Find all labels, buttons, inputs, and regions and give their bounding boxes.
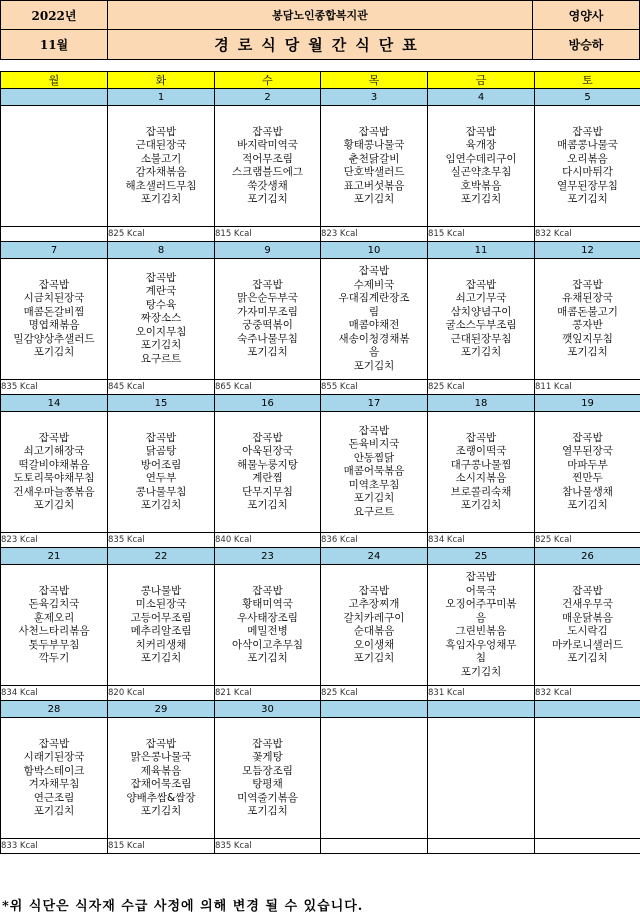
menu-item: 아욱된장국 [242,445,293,457]
menu-cell [108,565,215,686]
menu-item: 훈제오리 [33,611,75,624]
menu-item: 오리볶음 [567,152,608,165]
menu-item: 도시락김 [567,625,608,637]
menu-item: 우사태장조림 [237,611,298,624]
kcal-cell: 832 Kcal [535,227,640,242]
organization-name: 봉담노인종합복지관 [272,9,368,22]
weekday-row [1,72,640,89]
kcal-cell [1,227,108,242]
menu-item: 순대볶음 [353,625,395,637]
menu-item: 건새우무국 [562,598,613,610]
kcal-cell: 833 Kcal [1,839,108,854]
weekday-header: 금 [428,72,535,89]
kcal-cell: 840 Kcal [215,533,321,548]
menu-item: 미소된장국 [135,598,187,610]
menu-item: 매콤야채전 [348,319,400,331]
kcal-cell: 825 Kcal [535,533,640,548]
menu-item: 연근조림 [33,791,75,804]
menu-item: 미역줄기볶음 [237,791,298,804]
date-cell [1,89,108,106]
menu-item: 아삭이고추무침 [231,638,303,651]
menu-item: 실곤약초무침 [450,166,512,178]
menu-cell [535,412,640,533]
menu-item: 근대된장국 [135,139,187,151]
menu-item: 육개장 [465,139,497,151]
year-cell [0,0,108,30]
menu-item: 메밀전병 [247,625,288,637]
menu-cell [535,565,640,686]
menu-item: 굴소스두부조림 [445,319,517,331]
menu-cell [108,106,215,227]
menu-cell [535,106,640,227]
menu-item: 스크램블드에그 [231,166,303,178]
menu-item: 매운닭볶음 [562,611,613,624]
menu-cell [321,259,428,380]
date-cell: 15 [108,395,215,412]
menu-item: 잡곡밥 [252,737,283,750]
kcal-cell: 815 Kcal [108,839,215,854]
menu-item: 소시지볶음 [455,472,507,484]
menu-item: 단무지무침 [242,485,293,498]
date-cell [428,701,535,718]
menu-item: 궁중떡볶이 [242,319,293,331]
menu-item: 음 [475,611,487,624]
kcal-cell: 855 Kcal [321,380,428,395]
menu-cell [535,259,640,380]
kcal-cell: 836 Kcal [321,533,428,548]
menu-item: 시래기된장국 [23,751,85,763]
menu-cell [215,412,321,533]
menu-item: 잡곡밥 [572,278,603,291]
menu-item: 황태콩나물국 [343,139,405,151]
kcal-cell [535,839,640,854]
menu-item: 고등어무조림 [130,611,192,624]
menu-cell [535,718,640,839]
date-cell: 9 [215,242,321,259]
kcal-cell: 825 Kcal [321,686,428,701]
menu-item: 콩나물무침 [135,485,187,498]
date-cell: 24 [321,548,428,565]
date-cell: 21 [1,548,108,565]
menu-item: 깻잎지무침 [562,332,613,345]
menu-item: 숙주나물무침 [237,332,298,345]
organization-cell [107,0,533,30]
role-label: 영양사 [568,8,604,23]
menu-item: 침 [475,652,487,664]
menu-item: 잡곡밥 [38,584,70,597]
month-cell [0,29,108,60]
kcal-cell: 835 Kcal [1,380,108,395]
menu-item: 포기김치 [247,346,288,358]
menu-item: 포기김치 [140,652,182,664]
menu-item: 삼치양념구이 [450,305,512,318]
menu-item: 제육볶음 [140,764,182,777]
menu-item: 고추장찌개 [348,598,400,610]
title-cell [107,29,533,60]
menu-cell [428,565,535,686]
menu-item: 함박스테이크 [23,764,85,777]
menu-item: 해물누룽지탕 [237,458,298,471]
menu-cell [215,106,321,227]
menu-item: 잡곡밥 [145,271,177,284]
menu-item: 쇠고기무국 [455,292,507,304]
menu-item: 사천느타리볶음 [18,625,90,637]
date-cell: 26 [535,548,640,565]
menu-item: 잡곡밥 [465,125,497,138]
date-cell: 12 [535,242,640,259]
menu-item: 잡곡밥 [252,278,283,291]
menu-cell [321,412,428,533]
menu-item: 참나물생채 [562,485,613,498]
menu-cell [1,718,108,839]
weekday-header: 수 [215,72,321,89]
menu-item: 잡곡밥 [465,571,497,583]
menu-item: 잡곡밥 [252,125,283,138]
menu-item: 잡채어묵조림 [130,778,192,790]
menu-row [1,565,640,686]
menu-item: 돈육비지국 [348,438,400,451]
menu-item: 잡곡밥 [145,737,177,750]
menu-item: 탕수육 [145,298,177,311]
menu-cell [428,106,535,227]
menu-item: 떡갈비야채볶음 [18,458,90,471]
menu-item: 포기김치 [33,805,75,817]
menu-cell [428,259,535,380]
menu-item: 콩자반 [572,319,603,331]
date-cell: 3 [321,89,428,106]
menu-item: 표고버섯볶음 [343,179,405,192]
menu-item: 그린빈볶음 [455,625,507,637]
menu-item: 쑥갓생채 [247,179,288,192]
menu-cell [215,259,321,380]
menu-row [1,412,640,533]
kcal-cell: 832 Kcal [535,686,640,701]
menu-item: 맑은콩나물국 [130,751,192,763]
menu-item: 다시마튀각 [562,166,613,178]
date-row [1,242,640,259]
menu-cell [321,565,428,686]
menu-item: 요구르트 [140,352,182,365]
date-cell: 4 [428,89,535,106]
menu-item: 포기김치 [353,652,395,664]
date-cell [535,701,640,718]
menu-item: 황태미역국 [242,598,293,610]
menu-item: 새송이청경채볶 [338,332,410,345]
menu-item: 포기김치 [247,193,288,205]
menu-item: 오이지무침 [135,325,187,338]
menu-item: 오이생채 [353,638,395,651]
menu-item: 포기김치 [33,346,75,358]
menu-item: 명엽채볶음 [28,319,80,331]
menu-cell [428,718,535,839]
date-cell: 23 [215,548,321,565]
kcal-cell: 834 Kcal [1,686,108,701]
menu-item: 포기김치 [247,805,288,817]
menu-item: 춘천닭갈비 [348,152,400,165]
menu-item: 가자미무조림 [237,305,298,318]
menu-item: 림 [368,305,380,318]
menu-item: 브로콜리숙채 [450,485,512,498]
menu-item: 근대된장무침 [450,332,512,345]
menu-item: 바지락미역국 [237,139,298,151]
menu-item: 매콤돈갈비찜 [23,305,85,318]
menu-item: 돈육김치국 [28,598,80,610]
menu-item: 연두부 [145,472,177,484]
month-label: 11월 [39,38,69,52]
menu-item: 잡곡밥 [145,431,177,444]
menu-item: 잡곡밥 [38,737,70,750]
kcal-cell: 821 Kcal [215,686,321,701]
menu-item: 깍두기 [38,652,70,664]
menu-item: 잡곡밥 [465,278,497,291]
kcal-cell [428,839,535,854]
menu-item: 포기김치 [567,652,608,664]
kcal-row [1,686,640,701]
kcal-cell [321,839,428,854]
weekday-header: 목 [321,72,428,89]
menu-item: 잡곡밥 [145,125,177,138]
menu-cell [108,259,215,380]
menu-item: 도토리묵야채무침 [13,472,95,484]
meal-calendar [0,71,640,854]
menu-cell [1,412,108,533]
menu-item: 포기김치 [460,346,502,358]
date-cell: 7 [1,242,108,259]
person-name: 방승하 [568,38,604,52]
menu-cell [321,106,428,227]
menu-row [1,718,640,839]
kcal-cell: 823 Kcal [321,227,428,242]
menu-item: 포기김치 [140,499,182,511]
menu-item: 조랭이떡국 [455,445,507,457]
menu-item: 마파두부 [567,458,608,471]
menu-item: 잡곡밥 [572,125,603,138]
menu-item: 잡곡밥 [358,125,390,138]
footer-note: *위 식단은 식자재 수급 사정에 의해 변경 될 수 있습니다. [2,899,364,914]
kcal-cell: 811 Kcal [535,380,640,395]
kcal-cell: 825 Kcal [428,380,535,395]
kcal-cell: 865 Kcal [215,380,321,395]
date-cell: 1 [108,89,215,106]
date-cell: 16 [215,395,321,412]
menu-cell [428,412,535,533]
menu-item: 포기김치 [567,193,608,205]
kcal-row [1,227,640,242]
menu-item: 잡곡밥 [252,431,283,444]
date-cell: 28 [1,701,108,718]
kcal-row [1,533,640,548]
menu-item: 찐만두 [572,472,603,484]
menu-item: 미역초무침 [348,478,400,491]
date-cell: 5 [535,89,640,106]
menu-item: 방어조림 [140,458,182,471]
menu-item: 단호박샐러드 [343,166,405,178]
menu-item: 계란찜 [252,472,283,484]
date-row [1,548,640,565]
menu-item: 우대짐계란장조 [338,292,410,304]
weekday-header: 토 [535,72,640,89]
menu-cell [108,718,215,839]
menu-item: 포기김치 [140,193,182,205]
menu-item: 포기김치 [33,499,75,511]
date-cell: 25 [428,548,535,565]
menu-item: 포기김치 [460,665,502,678]
menu-item: 밀감양상추샐러드 [13,332,95,345]
kcal-row [1,380,640,395]
menu-item: 포기김치 [567,346,608,358]
menu-item: 모듬장조림 [242,764,293,777]
menu-item: 잡곡밥 [358,424,390,437]
kcal-cell: 835 Kcal [108,533,215,548]
menu-item: 해초샐러드무침 [125,179,197,192]
menu-cell [1,259,108,380]
menu-item: 호박볶음 [460,179,502,192]
menu-item: 맑은순두부국 [237,292,298,304]
menu-item: 잡곡밥 [572,431,603,444]
kcal-cell: 845 Kcal [108,380,215,395]
menu-item: 대구콩나물찜 [450,458,512,471]
menu-item: 닭곰탕 [145,445,177,457]
menu-item: 포기김치 [140,805,182,817]
kcal-cell: 815 Kcal [428,227,535,242]
menu-item: 마카로니샐러드 [551,638,623,651]
menu-item: 안동찜닭 [353,451,395,464]
menu-item: 유채된장국 [562,292,613,304]
kcal-cell: 820 Kcal [108,686,215,701]
menu-item: 음 [368,346,380,358]
menu-cell [321,718,428,839]
menu-row [1,259,640,380]
menu-cell [108,412,215,533]
menu-item: 포기김치 [353,492,395,505]
menu-item: 포기김치 [140,339,182,352]
date-cell: 8 [108,242,215,259]
menu-item: 잡곡밥 [358,265,390,277]
weekday-header: 월 [1,72,108,89]
weekday-header: 화 [108,72,215,89]
menu-item: 임연수데리구이 [445,152,517,165]
menu-item: 포기김치 [353,359,395,372]
date-cell: 14 [1,395,108,412]
menu-item: 계란국 [145,285,177,298]
menu-item: 포기김치 [460,193,502,205]
menu-item: 메추리알조림 [130,625,192,637]
menu-item: 매콤돈불고기 [557,305,618,318]
menu-item: 포기김치 [567,499,608,511]
menu-item: 흑임자우엉채무 [445,638,517,651]
page-title: 경로식당월간식단표 [214,36,426,54]
menu-item: 잡곡밥 [572,584,603,597]
date-row [1,89,640,106]
kcal-cell: 831 Kcal [428,686,535,701]
menu-item: 시금치된장국 [23,292,85,304]
menu-item: 양배추쌈&쌈장 [126,791,196,804]
menu-cell [215,565,321,686]
date-cell: 11 [428,242,535,259]
menu-item: 열무된장무침 [557,179,618,192]
menu-item: 오징어주꾸미볶 [445,598,517,610]
menu-item: 매콤어묵볶음 [343,465,405,478]
role-cell [532,0,640,30]
menu-item: 요구르트 [353,505,395,518]
menu-item: 어묵국 [465,584,497,597]
date-cell: 10 [321,242,428,259]
menu-cell [1,565,108,686]
date-row [1,395,640,412]
menu-cell [1,106,108,227]
menu-item: 갈치카레구이 [343,611,405,624]
menu-item: 포기김치 [353,193,395,205]
menu-item: 짜장소스 [140,312,182,325]
menu-item: 쇠고기해장국 [23,445,85,457]
menu-item: 소불고기 [140,152,182,165]
menu-item: 적어무조림 [242,152,293,165]
menu-item: 치커리생채 [135,638,187,651]
kcal-cell: 815 Kcal [215,227,321,242]
date-cell [321,701,428,718]
menu-item: 포기김치 [460,499,502,511]
date-cell: 17 [321,395,428,412]
kcal-row [1,839,640,854]
date-cell: 22 [108,548,215,565]
kcal-cell: 834 Kcal [428,533,535,548]
person-cell [532,29,640,60]
menu-row [1,106,640,227]
menu-item: 잡곡밥 [38,431,70,444]
date-cell: 19 [535,395,640,412]
date-cell: 18 [428,395,535,412]
menu-item: 잡곡밥 [358,584,390,597]
menu-item: 콩나물밥 [140,584,182,597]
menu-item: 수제비국 [353,278,395,291]
menu-item: 건새우마늘쫑볶음 [13,485,95,498]
menu-item: 잡곡밥 [465,431,497,444]
date-cell: 29 [108,701,215,718]
menu-item: 열무된장국 [562,445,613,457]
menu-item: 매콤콩나물국 [557,139,618,151]
kcal-cell: 835 Kcal [215,839,321,854]
menu-item: 포기김치 [247,499,288,511]
date-row [1,701,640,718]
menu-item: 꽃게탕 [252,751,283,763]
menu-item: 겨자채무침 [28,778,80,790]
date-cell: 2 [215,89,321,106]
year-label: 2022년 [31,8,77,23]
date-cell: 30 [215,701,321,718]
menu-item: 포기김치 [247,652,288,664]
menu-item: 잡곡밥 [252,584,283,597]
kcal-cell: 825 Kcal [108,227,215,242]
menu-item: 톳두부무침 [28,638,80,651]
menu-cell [215,718,321,839]
menu-item: 잡곡밥 [38,278,70,291]
kcal-cell: 823 Kcal [1,533,108,548]
menu-item: 탕평채 [252,778,283,790]
menu-item: 감자채볶음 [135,166,187,178]
